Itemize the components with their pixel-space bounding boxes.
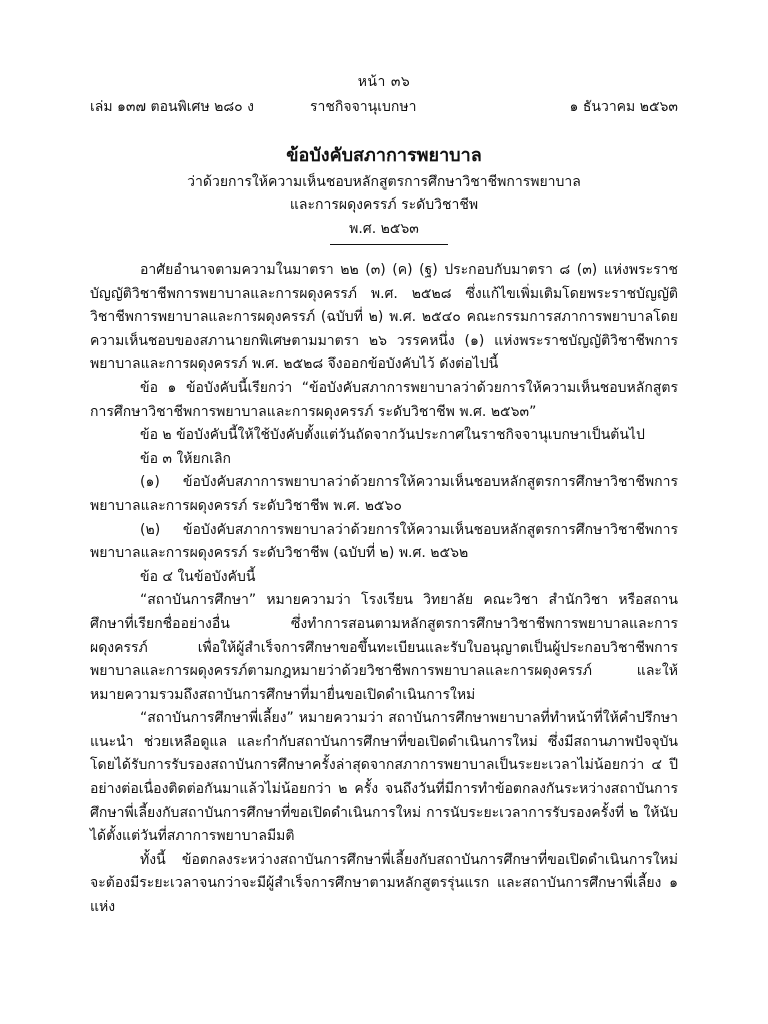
volume-issue: เล่ม ๑๓๗ ตอนพิเศษ ๒๘๐ ง (90, 99, 254, 115)
clause-1: ข้อ ๑ ข้อบังคับนี้เรียกว่า “ข้อบังคับสภาการพยาบาลว่าด้วยการให้ความเห็นชอบหลักสูตรการศึกษาวิชาชีพการพยาบาลและการผดุงครรภ์ ระดับวิชาชีพ พ.ศ. ๒๕๖๓” (90, 379, 678, 420)
gazette-header (90, 96, 678, 114)
publication-name: ราชกิจจานุเบกษา (310, 99, 417, 115)
page-number: หน้า ๓๖ (357, 74, 411, 90)
preamble-paragraph: อาศัยอำนาจตามความในมาตรา ๒๒ (๓) (ค) (ฐ) ประกอบกับมาตรา ๘ (๓) แห่งพระราชบัญญัติวิชาชีพการพยาบาลและการผดุงครรภ์ พ.ศ. ๒๕๒๘ ซึ่งแก้ไขเพิ่มเติมโดยพระราชบัญญัติวิชาชีพการพยาบาลและการผดุงครรภ์ (ฉบับที่ ๒) พ.ศ. ๒๕๔๐ คณะกรรมการสภาการพยาบาลโดยความเห็นชอบของสภานายกพิเศษตามมาตรา ๒๖ วรรคหนึ่ง (๑) แห่งพระราชบัญญัติวิชาชีพการพยาบาลและการผดุงครรภ์ พ.ศ. ๒๕๒๘ จึงออกข้อบังคับไว้ ดังต่อไปนี้ (90, 262, 678, 373)
clause-2: ข้อ ๒ ข้อบังคับนี้ให้ใช้บังคับตั้งแต่วันถัดจากวันประกาศในราชกิจจานุเบกษาเป็นต้นไป (140, 427, 645, 444)
clause-3: ข้อ ๓ ให้ยกเลิก (140, 450, 232, 467)
clause-3-item-1: (๑) ข้อบังคับสภาการพยาบาลว่าด้วยการให้ความเห็นชอบหลักสูตรการศึกษาวิชาชีพการพยาบาลและการผดุงครรภ์ ระดับวิชาชีพ พ.ศ. ๒๕๖๐ (90, 474, 678, 514)
document-subtitle-1: ว่าด้วยการให้ความเห็นชอบหลักสูตรการศึกษาวิชาชีพการพยาบาล (187, 174, 581, 190)
agreement-paragraph: ทั้งนี้ ข้อตกลงระหว่างสถาบันการศึกษาพี่เลี้ยงกับสถาบันการศึกษาที่ขอเปิดดำเนินการใหม่จะต้องมีระยะเวลาจนกว่าจะมีผู้สำเร็จการศึกษาตามหลักสูตรรุ่นแรก และสถาบันการศึกษาพี่เลี้ยง ๑ แห่ง (90, 851, 678, 916)
document-year: พ.ศ. ๒๕๖๓ (349, 221, 419, 237)
document-body (90, 259, 678, 920)
document-title: ข้อบังคับสภาการพยาบาล (286, 145, 482, 166)
definition-mentor-institution: “สถาบันการศึกษาพี่เลี้ยง” หมายความว่า สถาบันการศึกษาพยาบาลที่ทำหน้าที่ให้คำปรึกษา แนะนำ ช่วยเหลือดูแล และกำกับสถาบันการศึกษาที่ขอเปิดดำเนินการใหม่ ซึ่งมีสถานภาพปัจจุบันโดยได้รับการรับรองสถาบันการศึกษาครั้งล่าสุดจากสภาการพยาบาลเป็นระยะเวลาไม่น้อยกว่า ๔ ปี อย่างต่อเนื่องติดต่อกันมาแล้วไม่น้อยกว่า ๒ ครั้ง จนถึงวันที่มีการทำข้อตกลงกันระหว่างสถาบันการศึกษาพี่เลี้ยงกับสถาบันการศึกษาที่ขอเปิดดำเนินการใหม่ การนับระยะเวลาการรับรองครั้งที่ ๒ ให้นับได้ตั้งแต่วันที่สภาการพยาบาลมีมติ (90, 710, 678, 845)
document-subtitle-2: และการผดุงครรภ์ ระดับวิชาชีพ (289, 197, 479, 213)
clause-3-item-2: (๒) ข้อบังคับสภาการพยาบาลว่าด้วยการให้ความเห็นชอบหลักสูตรการศึกษาวิชาชีพการพยาบาลและการผดุงครรภ์ ระดับวิชาชีพ (ฉบับที่ ๒) พ.ศ. ๒๕๖๒ (90, 521, 678, 562)
definition-institution: “สถาบันการศึกษา” หมายความว่า โรงเรียน วิทยาลัย คณะวิชา สำนักวิชา หรือสถานศึกษาที่เรียกชื่ออย่างอื่น ซึ่งทำการสอนตามหลักสูตรการศึกษาวิชาชีพการพยาบาลและการผดุงครรภ์ เพื่อให้ผู้สำเร็จการศึกษาขอขึ้นทะเบียนและรับใบอนุญาตเป็นผู้ประกอบวิชาชีพการพยาบาลและการผดุงครรภ์ตามกฎหมายว่าด้วยวิชาชีพการพยาบาลและการผดุงครรภ์ และให้หมายความรวมถึงสถาบันการศึกษาที่มายื่นขอเปิดดำเนินการใหม่ (90, 592, 678, 703)
title-divider (330, 244, 448, 245)
clause-4: ข้อ ๔ ในข้อบังคับนี้ (140, 568, 256, 585)
publication-date: ๑ ธันวาคม ๒๕๖๓ (569, 99, 678, 115)
